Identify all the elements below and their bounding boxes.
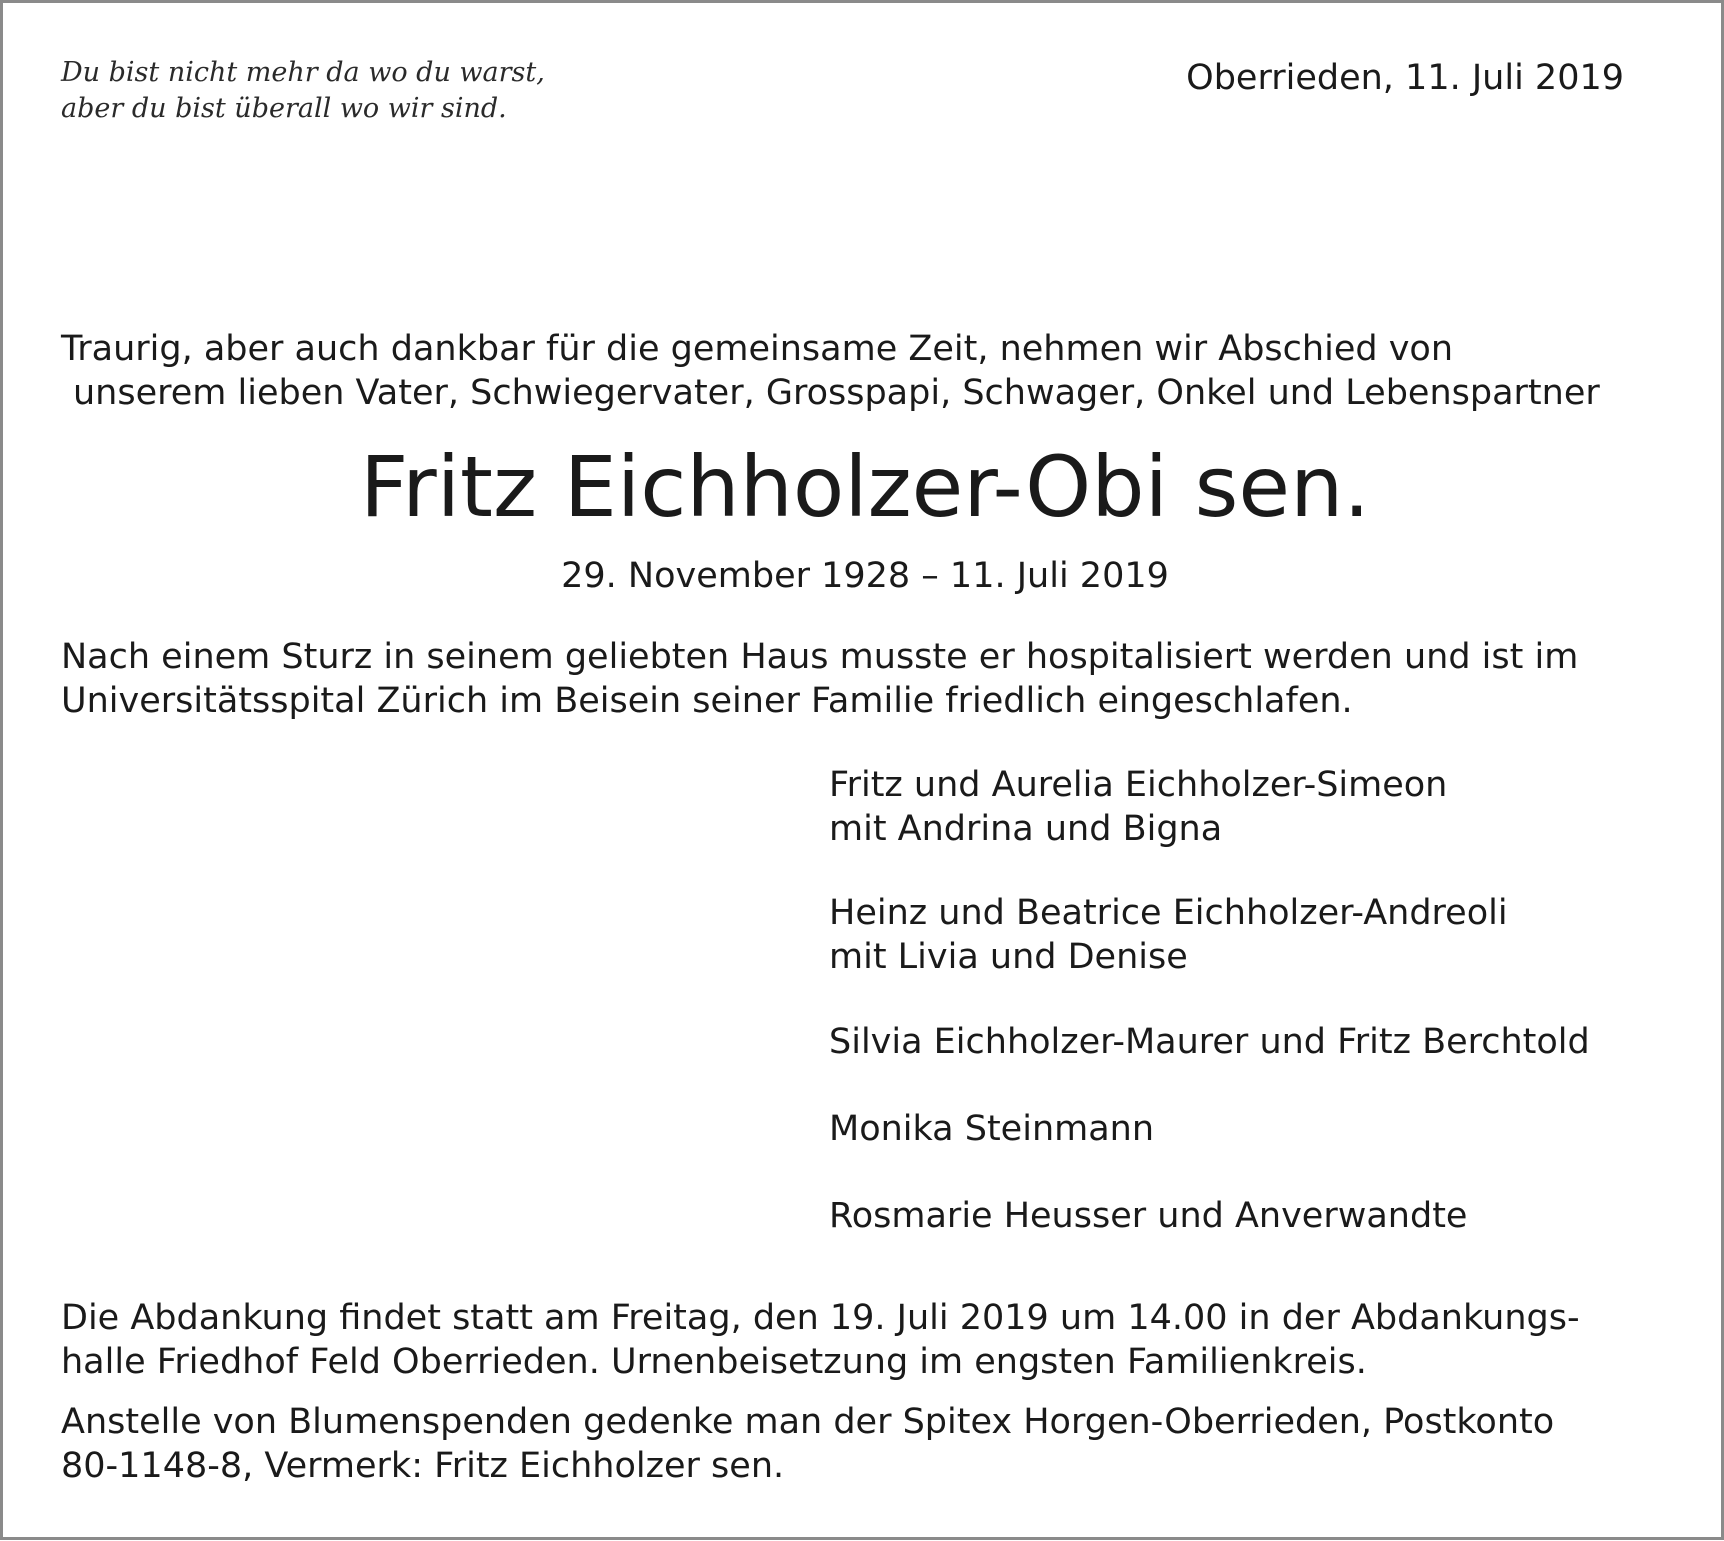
mourner-entry <box>829 1194 1467 1238</box>
circumstances-paragraph <box>61 635 1667 723</box>
circumstances-line-2: Universitätsspital Zürich im Beisein seiner Familie friedlich eingeschlafen. <box>61 681 1353 721</box>
mourner-line: Rosmarie Heusser und Anverwandte <box>829 1196 1468 1236</box>
mourner-line: Fritz und Aurelia Eichholzer-Simeon <box>829 765 1448 805</box>
life-dates: 29. November 1928 – 11. Juli 2019 <box>561 556 1169 596</box>
ceremony-line-2: halle Friedhof Feld Oberrieden. Urnenbeisetzung im engsten Familienkreis. <box>61 1342 1367 1382</box>
mourner-line: Silvia Eichholzer-Maurer und Fritz Berchtold <box>829 1022 1590 1062</box>
intro-line-2: unserem lieben Vater, Schwiegervater, Grosspapi, Schwager, Onkel und Lebenspartner <box>73 373 1600 413</box>
mourner-line: mit Andrina und Bigna <box>829 809 1223 849</box>
donation-line-2: 80-1148-8, Vermerk: Fritz Eichholzer sen. <box>61 1446 785 1486</box>
mourner-entry <box>829 891 1508 979</box>
donation-line-1: Anstelle von Blumenspenden gedenke man der Spitex Horgen-Oberrieden, Postkonto <box>61 1402 1555 1442</box>
mourner-entry <box>829 1107 1154 1151</box>
motto-line-2: aber du bist überall wo wir sind. <box>61 93 507 124</box>
donation-paragraph <box>61 1400 1667 1488</box>
mourner-line: Monika Steinmann <box>829 1109 1155 1149</box>
ceremony-paragraph <box>61 1296 1667 1384</box>
place-date: Oberrieden, 11. Juli 2019 <box>1186 58 1624 98</box>
motto-line-1: Du bist nicht mehr da wo du warst, <box>61 57 545 88</box>
mourner-line: mit Livia und Denise <box>829 937 1188 977</box>
circumstances-line-1: Nach einem Sturz in seinem geliebten Haus musste er hospitalisiert werden und ist im <box>61 637 1579 677</box>
deceased-name: Fritz Eichholzer-Obi sen. <box>359 438 1371 536</box>
motto-quote <box>61 55 545 127</box>
mourner-entry <box>829 1020 1590 1064</box>
intro-text <box>61 327 1600 415</box>
mourner-line: Heinz und Beatrice Eichholzer-Andreoli <box>829 893 1508 933</box>
intro-line-1: Traurig, aber auch dankbar für die gemeinsame Zeit, nehmen wir Abschied von <box>61 329 1454 369</box>
ceremony-line-1: Die Abdankung findet statt am Freitag, den 19. Juli 2019 um 14.00 in der Abdankungs- <box>61 1298 1580 1338</box>
mourner-entry <box>829 763 1447 851</box>
